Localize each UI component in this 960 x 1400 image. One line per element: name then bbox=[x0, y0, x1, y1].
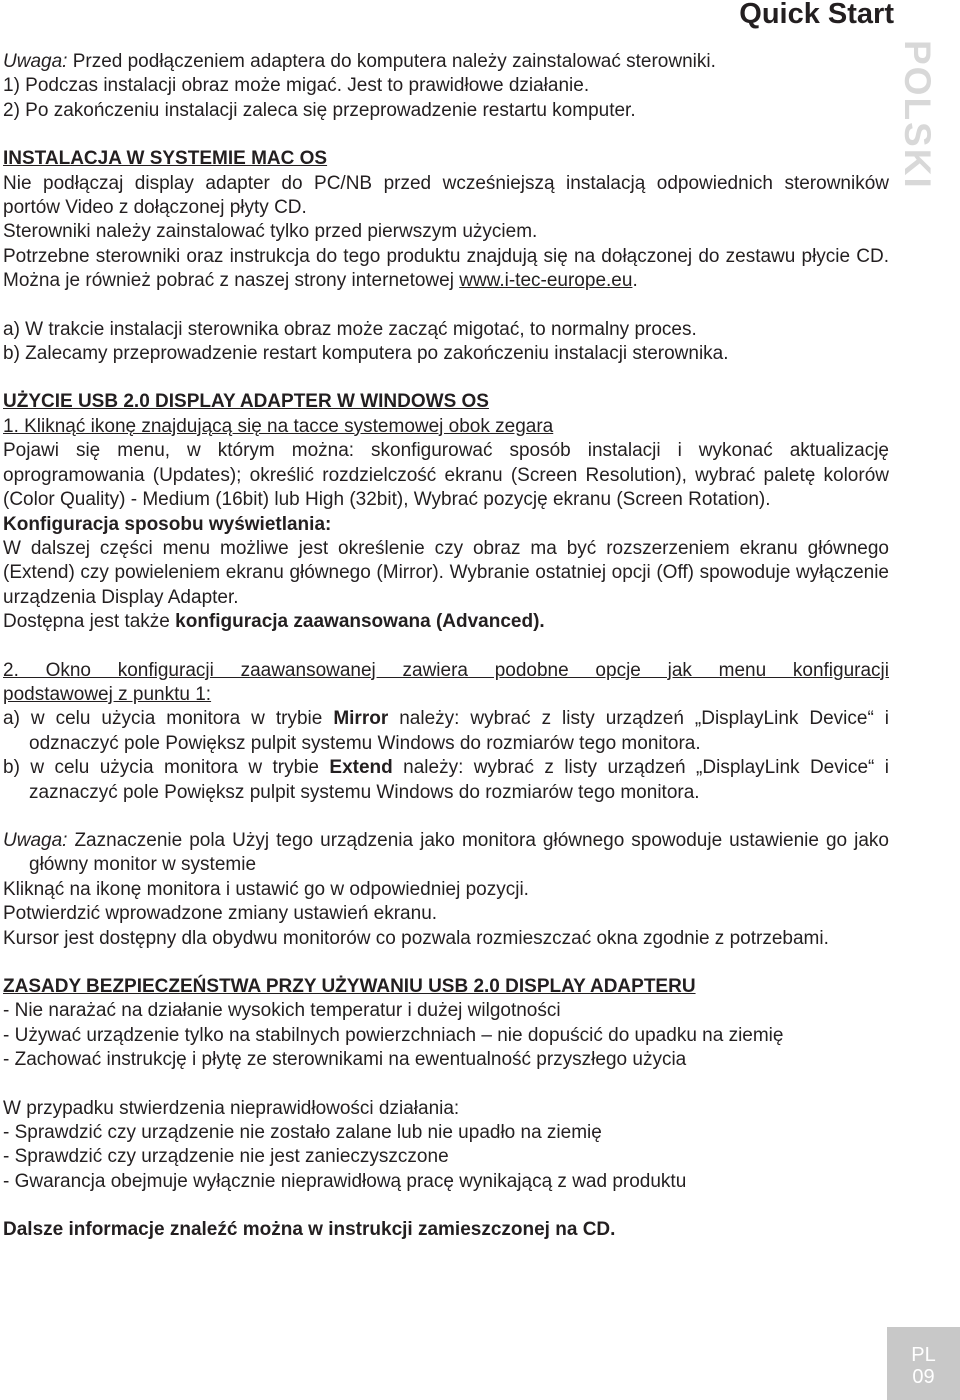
paragraph: Sterowniki należy zainstalować tylko przed pierwszym użyciem. bbox=[3, 221, 538, 243]
list-item: - Sprawdzić czy urządzenie nie zostało zalane lub nie upadło na ziemię bbox=[3, 1122, 602, 1144]
paragraph: W przypadku stwierdzenia nieprawidłowości działania: bbox=[3, 1097, 460, 1119]
list-item: b) Zalecamy przeprowadzenie restart komputera po zakończeniu instalacji sterownika. bbox=[3, 343, 729, 365]
advanced-label: konfiguracja zaawansowana (Advanced). bbox=[175, 611, 545, 633]
page-title: Quick Start bbox=[739, 0, 894, 30]
note-label: Uwaga: bbox=[3, 829, 68, 851]
note-line: 2) Po zakończeniu instalacji zaleca się przeprowadzenie restartu komputer. bbox=[3, 99, 636, 121]
note-text: Przed podłączeniem adaptera do komputera należy zainstalować sterowniki. bbox=[67, 51, 716, 72]
list-item: - Sprawdzić czy urządzenie nie jest zanieczyszczone bbox=[3, 1146, 449, 1168]
paragraph: Pojawi się menu, w którym można: skonfigurować sposób instalacji i wykonać aktualizację oprogramowania (Updates); określić rozdzielczość ekranu (Screen Resolution), wybrać paletę kolorów (Color Quality) - Medium (16bit) lub High (32bit), Wybrać pozycję ekranu (Screen Rotation). bbox=[3, 440, 889, 511]
subheading: Konfiguracja sposobu wyświetlania: bbox=[3, 513, 332, 535]
paragraph: Kliknąć na ikonę monitora i ustawić go w odpowiedniej pozycji. bbox=[3, 878, 529, 900]
note-text: Zaznaczenie pola Użyj tego urządzenia jako monitora głównego spowoduje ustawienie go jako główny monitor w systemie bbox=[29, 829, 889, 876]
step-heading: 2. Okno konfiguracji zaawansowanej zawiera podobne opcje jak menu konfiguracji bbox=[3, 659, 889, 681]
list-item: - Zachować instrukcję i płytę ze sterownikami na ewentualność przyszłego użycia bbox=[3, 1049, 687, 1071]
page-language: PL bbox=[911, 1344, 936, 1366]
step-heading: podstawowej z punktu 1: bbox=[3, 683, 212, 705]
list-text: należy: wybrać z listy urządzeń „DisplayLink Device“ i zaznaczyć pole Powiększ pulpit systemu Windows do rozmiarów tego monitora. bbox=[29, 757, 889, 803]
list-item: - Używać urządzenie tylko na stabilnych powierzchniach – nie dopuścić do upadku na ziemię bbox=[3, 1024, 784, 1046]
list-text: b) w celu użycia monitora w trybie bbox=[3, 757, 330, 779]
list-text: a) w celu użycia monitora w trybie bbox=[3, 708, 334, 730]
website-link[interactable]: www.i-tec-europe.eu bbox=[459, 270, 633, 292]
paragraph-end: . bbox=[632, 270, 638, 292]
list-item: a) W trakcie instalacji sterownika obraz może zacząć migotać, to normalny proces. bbox=[3, 318, 697, 340]
step-heading: 1. Kliknąć ikonę znajdującą się na tacce systemowej obok zegara bbox=[3, 415, 554, 437]
page-number-badge bbox=[887, 1327, 960, 1400]
paragraph: Potwierdzić wprowadzone zmiany ustawień ekranu. bbox=[3, 903, 438, 925]
note-line: 1) Podczas instalacji obraz może migać. Jest to prawidłowe działanie. bbox=[3, 75, 590, 97]
paragraph: W dalszej części menu możliwe jest określenie czy obraz ma być rozszerzeniem ekranu głównego (Extend) czy powieleniem ekranu głównego (Mirror). Wybranie ostatniej opcji (Off) spowoduje wyłączenie urządzenia Display Adapter. bbox=[3, 537, 889, 608]
language-side-tab: POLSKI bbox=[897, 40, 938, 190]
paragraph-text: Dostępna jest także bbox=[3, 611, 176, 633]
mode-label: Mirror bbox=[333, 708, 389, 730]
list-item-mirror bbox=[3, 707, 889, 756]
paragraph: Kursor jest dostępny dla obydwu monitorów co pozwala rozmieszczać okna zgodnie z potrzebami. bbox=[3, 927, 829, 949]
list-item-extend bbox=[3, 756, 889, 805]
page-number: 09 bbox=[912, 1366, 935, 1388]
list-text: należy: wybrać z listy urządzeń „DisplayLink Device“ i odznaczyć pole Powiększ pulpit systemu Windows do rozmiarów tego monitora. bbox=[29, 708, 889, 754]
footer-note: Dalsze informacje znaleźć można w instrukcji zamieszczonej na CD. bbox=[3, 1219, 616, 1241]
paragraph-text: Potrzebne sterowniki oraz instrukcja do tego produktu znajdują się na dołączonej do zestawu płycie CD. Można je również pobrać z naszej strony internetowej bbox=[3, 245, 889, 292]
note-intro bbox=[3, 50, 889, 74]
section-heading-usb: UŻYCIE USB 2.0 DISPLAY ADAPTER W WINDOWS OS bbox=[3, 391, 489, 413]
document-body bbox=[3, 50, 889, 1243]
mode-label: Extend bbox=[329, 757, 393, 779]
paragraph bbox=[3, 245, 889, 294]
section-heading-safety: ZASADY BEZPIECZEŃSTWA PRZY UŻYWANIU USB 2.0 DISPLAY ADAPTERU bbox=[3, 976, 696, 997]
note-second bbox=[3, 829, 889, 878]
list-item: - Gwarancja obejmuje wyłącznie nieprawidłową pracę wynikającą z wad produktu bbox=[3, 1170, 687, 1192]
list-item: - Nie narażać na działanie wysokich temperatur i dużej wilgotności bbox=[3, 1000, 561, 1022]
section-heading-mac: INSTALACJA W SYSTEMIE MAC OS bbox=[3, 148, 328, 170]
note-label: Uwaga: bbox=[3, 51, 68, 72]
paragraph: Nie podłączaj display adapter do PC/NB przed wcześniejszą instalacją odpowiednich sterowników portów Video z dołączonej płyty CD. bbox=[3, 172, 889, 219]
paragraph bbox=[3, 610, 889, 634]
